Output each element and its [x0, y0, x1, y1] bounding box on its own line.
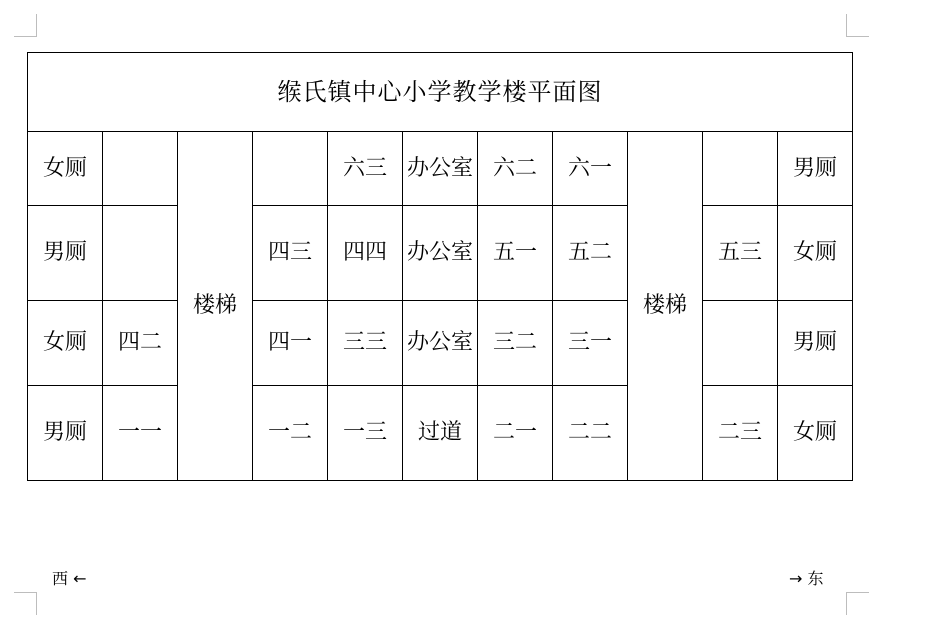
table-row — [28, 386, 853, 481]
room-cell: 男厕 — [778, 301, 853, 386]
room-cell — [103, 132, 178, 206]
compass-west — [52, 566, 87, 589]
room-cell: 五一 — [478, 206, 553, 301]
crop-mark-top-right — [846, 14, 869, 37]
room-cell: 办公室 — [403, 301, 478, 386]
west-label: 西 — [52, 569, 69, 588]
room-cell: 六一 — [553, 132, 628, 206]
room-cell: 女厕 — [778, 386, 853, 481]
table-row — [28, 206, 853, 301]
room-cell: 六二 — [478, 132, 553, 206]
east-label: 东 — [807, 569, 824, 588]
table-row — [28, 132, 853, 206]
room-cell: 办公室 — [403, 132, 478, 206]
arrow-left-icon: ← — [73, 569, 87, 588]
room-cell: 一二 — [253, 386, 328, 481]
room-cell — [703, 132, 778, 206]
room-cell: 四四 — [328, 206, 403, 301]
room-cell: 四三 — [253, 206, 328, 301]
room-cell: 三三 — [328, 301, 403, 386]
crop-mark-bottom-right — [846, 592, 869, 615]
room-cell: 二二 — [553, 386, 628, 481]
crop-mark-bottom-left — [14, 592, 37, 615]
crop-mark-top-left — [14, 14, 37, 37]
room-cell: 三一 — [553, 301, 628, 386]
arrow-right-icon: → — [789, 569, 803, 588]
stairs-east: 楼梯 — [628, 132, 703, 481]
room-cell: 女厕 — [28, 132, 103, 206]
room-cell: 六三 — [328, 132, 403, 206]
room-cell: 女厕 — [28, 301, 103, 386]
room-cell: 一三 — [328, 386, 403, 481]
plan-title: 缑氏镇中心小学教学楼平面图 — [28, 53, 853, 132]
room-cell — [253, 132, 328, 206]
room-cell: 五二 — [553, 206, 628, 301]
room-cell: 男厕 — [28, 386, 103, 481]
room-cell: 四二 — [103, 301, 178, 386]
room-cell: 女厕 — [778, 206, 853, 301]
room-cell — [103, 206, 178, 301]
room-cell — [703, 301, 778, 386]
room-cell: 四一 — [253, 301, 328, 386]
room-cell: 办公室 — [403, 206, 478, 301]
room-cell: 男厕 — [28, 206, 103, 301]
stairs-west: 楼梯 — [178, 132, 253, 481]
room-cell: 二三 — [703, 386, 778, 481]
room-cell: 五三 — [703, 206, 778, 301]
room-cell: 三二 — [478, 301, 553, 386]
room-cell: 一一 — [103, 386, 178, 481]
room-cell: 二一 — [478, 386, 553, 481]
compass-east — [789, 566, 824, 589]
floor-plan-table — [27, 52, 853, 481]
room-cell: 过道 — [403, 386, 478, 481]
room-cell: 男厕 — [778, 132, 853, 206]
table-row — [28, 301, 853, 386]
